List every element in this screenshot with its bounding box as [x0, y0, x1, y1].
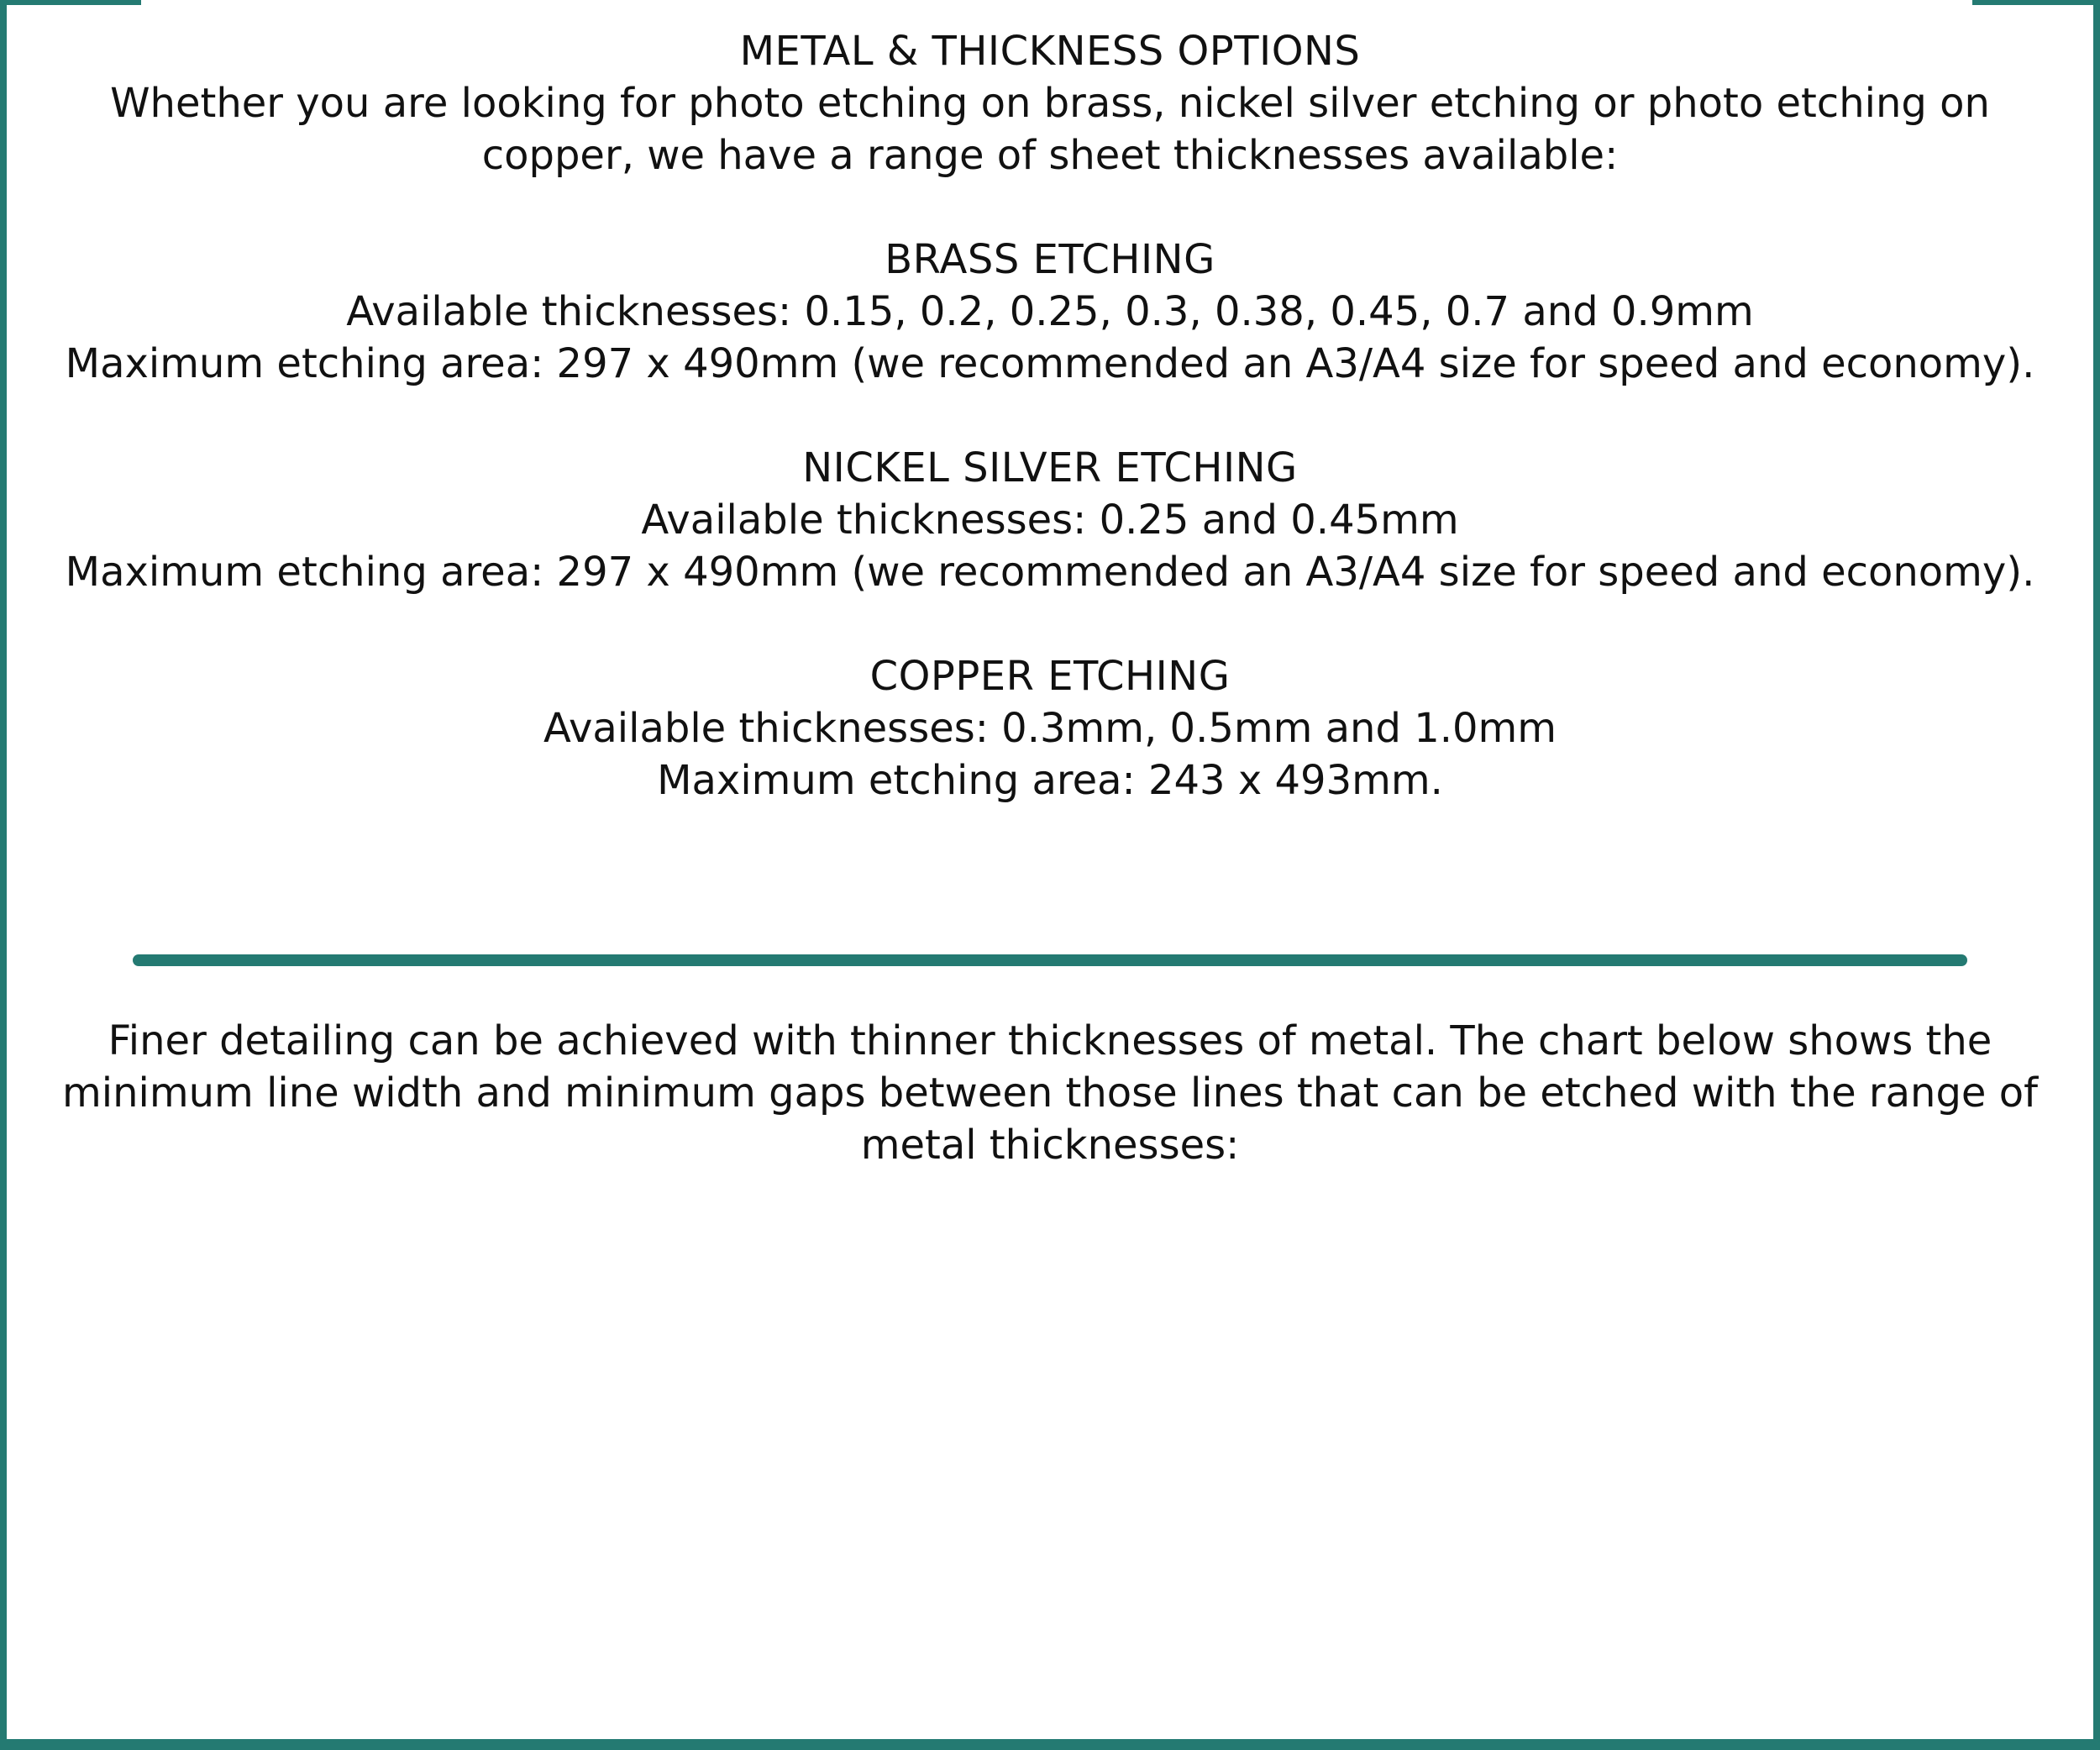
section-divider — [133, 954, 1967, 966]
nickel-silver-heading: NICKEL SILVER ETCHING — [802, 444, 1298, 491]
page-title: METAL & THICKNESS OPTIONS — [739, 28, 1361, 75]
nickel-silver-thicknesses: Available thicknesses: 0.25 and 0.45mm — [641, 497, 1459, 544]
brass-area: Maximum etching area: 297 x 490mm (we recommended an A3/A4 size for speed and economy). — [65, 340, 2035, 387]
brass-heading: BRASS ETCHING — [885, 236, 1215, 283]
brass-thicknesses: Available thicknesses: 0.15, 0.2, 0.25, 0.3, 0.38, 0.45, 0.7 and 0.9mm — [346, 288, 1754, 335]
copper-thicknesses: Available thicknesses: 0.3mm, 0.5mm and 1.0mm — [543, 705, 1557, 752]
copper-area: Maximum etching area: 243 x 493mm. — [657, 757, 1443, 804]
copper-heading: COPPER ETCHING — [869, 653, 1231, 700]
frame-top-gap — [141, 0, 1972, 8]
nickel-silver-section — [34, 442, 2066, 598]
intro-text: Whether you are looking for photo etching on brass, nickel silver etching or photo etching on copper, we have a range of sheet thicknesses available: — [110, 80, 1990, 179]
chart-intro — [25, 1015, 2075, 1171]
brass-section — [34, 234, 2066, 390]
options-content — [34, 25, 2066, 807]
nickel-silver-area: Maximum etching area: 297 x 490mm (we recommended an A3/A4 size for speed and economy). — [65, 549, 2035, 596]
copper-section — [34, 650, 2066, 807]
chart-intro-text: Finer detailing can be achieved with thinner thicknesses of metal. The chart below shows the minimum line width and minimum gaps between those lines that can be etched with the range of metal thicknesses: — [62, 1017, 2038, 1169]
